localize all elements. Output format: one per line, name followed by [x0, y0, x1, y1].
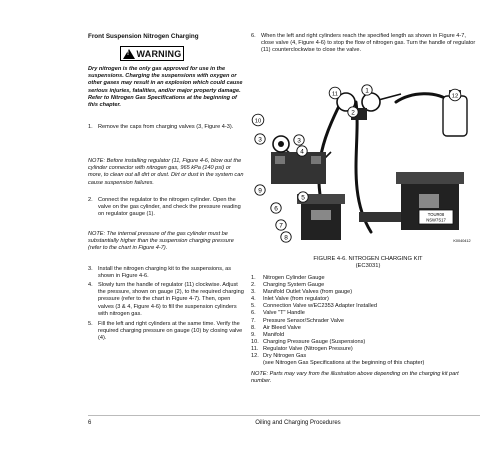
- step-number: 3.: [88, 266, 93, 272]
- svg-text:2: 2: [351, 109, 355, 117]
- step-text: Fill the left and right cylinders at the same time. Verify the required charging pressure on gauge (10) by closing valve (4).: [98, 321, 243, 342]
- callout-10: [252, 114, 264, 126]
- step-text: When the left and right cylinders reach the specified length as shown in Figure 4-7, close valve (4, Figure 4-6) to stop the flow of nitrogen gas. Turn the handle of regulator (11) counterclockwise to close the valve.: [261, 33, 476, 54]
- step-number: 1.: [88, 124, 93, 130]
- svg-text:3: 3: [297, 137, 301, 145]
- section-heading: Front Suspension Nitrogen Charging: [88, 33, 199, 40]
- step-text: Remove the caps from charging valves (3, Figure 4-3).: [98, 124, 234, 130]
- footer-title: Oiling and Charging Procedures: [255, 420, 341, 426]
- step-4: [88, 282, 244, 318]
- legend-item: 9. Manifold: [251, 331, 285, 338]
- callout-2: [348, 107, 358, 117]
- figure-legend: [251, 275, 479, 386]
- callout-9: [255, 185, 265, 195]
- note-cylinder-pressure: NOTE: The internal pressure of the gas cylinder must be substantially higher than the suspension charging pressure (refer to the chart in Figure 4-7).: [88, 231, 234, 252]
- step-text: Connect the regulator to the nitrogen cylinder. Open the valve on the gas cylinder, and check the pressure reading on regulator gauge (1).: [98, 197, 241, 218]
- callout-11: [329, 87, 341, 99]
- step-3: [88, 266, 244, 280]
- svg-text:8: 8: [284, 234, 288, 242]
- svg-text:4: 4: [300, 148, 304, 156]
- svg-text:12: 12: [451, 93, 459, 100]
- callout-3-right: [294, 135, 304, 145]
- callout-4: [297, 146, 307, 156]
- callout-1: [362, 85, 372, 95]
- legend-item: 6. Valve "T" Handle: [251, 310, 305, 317]
- svg-text:11: 11: [331, 91, 339, 98]
- legend-item: 10. Charging Pressure Gauge (Suspensions): [251, 338, 366, 345]
- callout-6: [271, 203, 281, 213]
- legend-note: NOTE: Parts may vary from the illustration above depending on the charging kit part number.: [251, 371, 459, 385]
- regulator-gauges: [337, 93, 380, 120]
- legend-item: 5. Connection Valve w/EC2353 Adapter Installed: [251, 303, 378, 310]
- part-tag: [419, 210, 453, 224]
- legend-item: 4. Inlet Valve (from regulator): [251, 296, 329, 303]
- step-1: [88, 124, 244, 131]
- step-text: Install the nitrogen charging kit to the suspensions, as shown in Figure 4-6.: [98, 266, 232, 280]
- note-regulator: NOTE: Before installing regulator (11, Figure 4-6, blow out the cylinder connector with nitrogen gas, 965 kPa (140 psi) or more, to clean out all dirt or dust. Dirt or dust in the system can cause suspension failures.: [88, 158, 244, 186]
- callout-3-left: [255, 134, 265, 144]
- svg-text:6: 6: [274, 205, 278, 213]
- warning-text: Dry nitrogen is the only gas approved for use in the suspensions. Charging the suspensions with oxygen or other gases may result in an explosion which could cause serious injuries, fatalities, and/or major property damage. Refer to Nitrogen Gas Specifications at the beginning of this chapter.: [88, 66, 243, 109]
- step-5: [88, 321, 244, 343]
- tag-line-1: TOUR08: [427, 212, 445, 217]
- page-number: 6: [88, 420, 92, 426]
- svg-text:3: 3: [258, 136, 262, 144]
- callout-7: [276, 220, 286, 230]
- step-number: 5.: [88, 321, 93, 327]
- svg-text:10: 10: [254, 118, 262, 125]
- svg-text:7: 7: [279, 222, 283, 230]
- svg-text:5: 5: [301, 194, 305, 202]
- callout-12: [449, 89, 461, 101]
- footer-rule: [88, 415, 480, 416]
- step-6: [251, 33, 477, 55]
- legend-item: 11. Regulator Valve (Nitrogen Pressure): [251, 345, 353, 352]
- step-text: Slowly turn the handle of regulator (11) clockwise. Adjust the pressure, shown on gauge (2), to the required charging pressure (refer to the chart in Figure 4-7). Then, open valves (3 & 4, Figure 4-6) to fill the suspension cylinders with nitrogen gas.: [98, 282, 244, 317]
- legend-item: 1. Nitrogen Cylinder Gauge: [251, 275, 325, 281]
- nitrogen-charging-kit-illustration: [251, 82, 477, 248]
- svg-text:1: 1: [365, 87, 369, 95]
- legend-item: 7. Pressure Sensor/Schrader Valve: [251, 317, 345, 324]
- figure-caption: [298, 256, 438, 271]
- warning-triangle-icon: !: [123, 49, 135, 59]
- callout-8: [281, 232, 291, 242]
- legend-item: (see Nitrogen Gas Specifications at the beginning of this chapter): [263, 360, 425, 367]
- figure-id: K0040412: [453, 239, 471, 243]
- svg-text:9: 9: [258, 187, 262, 195]
- step-number: 2.: [88, 197, 93, 203]
- step-number: 6.: [251, 33, 256, 39]
- callout-5: [298, 192, 308, 202]
- tag-line-2: NSW7S17: [426, 217, 446, 223]
- warning-banner: [120, 46, 184, 61]
- legend-item: 2. Charging System Gauge: [251, 282, 325, 289]
- caption-line-2: (EC3031): [355, 263, 381, 270]
- warning-label: WARNING: [136, 48, 182, 59]
- legend-item: 8. Air Bleed Valve: [251, 324, 301, 331]
- legend-item: 12. Dry Nitrogen Gas: [251, 353, 307, 360]
- legend-item: 3. Manifold Outlet Valves (from gauge): [251, 289, 353, 296]
- step-number: 4.: [88, 282, 93, 288]
- step-2: [88, 197, 244, 219]
- caption-line-1: FIGURE 4-6. NITROGEN CHARGING KIT: [313, 256, 423, 262]
